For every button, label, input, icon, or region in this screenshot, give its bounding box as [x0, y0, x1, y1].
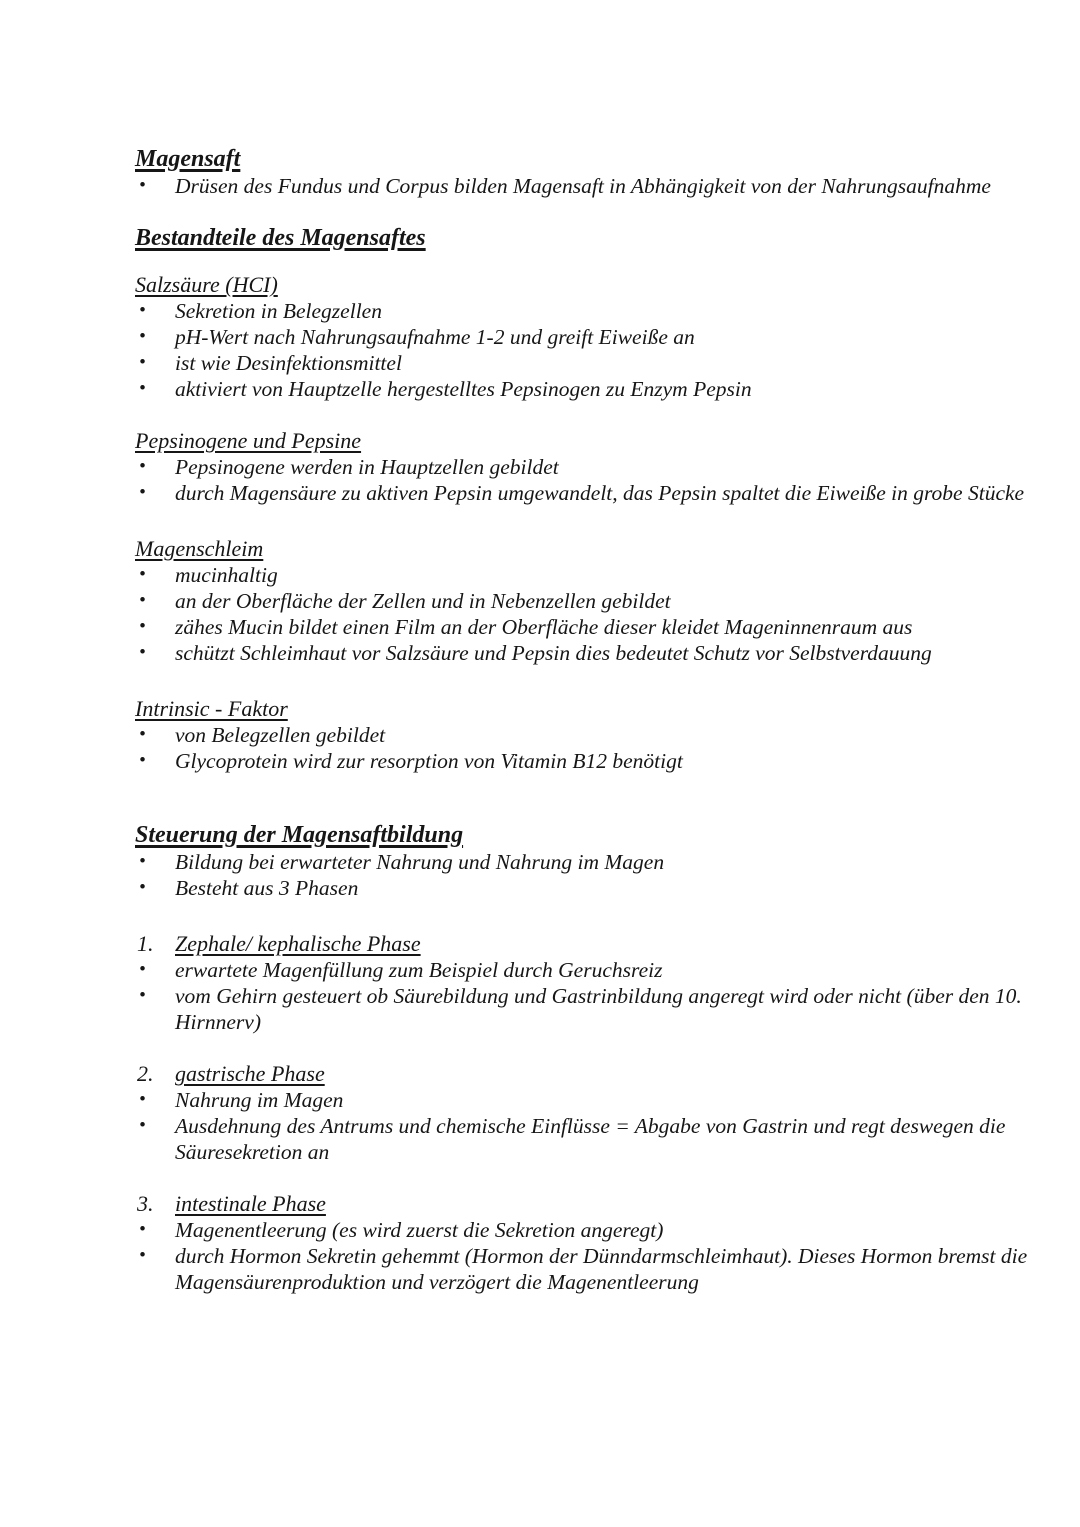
list-item: • durch Magensäure zu aktiven Pepsin umgewandelt, das Pepsin spaltet die Eiweiße in grobe Stücke: [135, 480, 1035, 506]
list-item: • von Belegzellen gebildet: [135, 722, 1035, 748]
list-item: • Ausdehnung des Antrums und chemische Einflüsse = Abgabe von Gastrin und regt deswegen die Säuresekretion an: [135, 1113, 1035, 1165]
list-item: • aktiviert von Hauptzelle hergestelltes Pepsinogen zu Enzym Pepsin: [135, 376, 1035, 402]
phase-3-number: 3.: [137, 1191, 154, 1216]
subheading-intrinsic-faktor: Intrinsic - Faktor: [135, 696, 288, 721]
list-item: • ist wie Desinfektionsmittel: [135, 350, 1035, 376]
list-item: • Besteht aus 3 Phasen: [135, 875, 1035, 901]
phase-2-list: [135, 1087, 1035, 1165]
list-item: • Glycoprotein wird zur resorption von Vitamin B12 benötigt: [135, 748, 1035, 774]
list-item: • Bildung bei erwarteter Nahrung und Nahrung im Magen: [135, 849, 1035, 875]
steuerung-list: [135, 849, 1035, 901]
heading-steuerung: Steuerung der Magensaftbildung: [135, 822, 464, 848]
list-item: • Magenentleerung (es wird zuerst die Sekretion angeregt): [135, 1217, 1035, 1243]
list-item: • Drüsen des Fundus und Corpus bilden Magensaft in Abhängigkeit von der Nahrungsaufnahme: [135, 173, 1035, 199]
magensaft-list: [135, 173, 1035, 199]
phase-2-heading: [135, 1061, 1035, 1087]
list-item: • mucinhaltig: [135, 562, 1035, 588]
heading-bestandteile: Bestandteile des Magensaftes: [135, 225, 426, 251]
list-item: • vom Gehirn gesteuert ob Säurebildung und Gastrinbildung angeregt wird oder nicht (über den 10. Hirnnerv): [135, 983, 1035, 1035]
phase-3-list: [135, 1217, 1035, 1295]
list-item: • Sekretion in Belegzellen: [135, 298, 1035, 324]
phase-2-title: gastrische Phase: [175, 1061, 325, 1086]
phase-3-title: intestinale Phase: [175, 1191, 326, 1216]
subheading-pepsinogene: Pepsinogene und Pepsine: [135, 428, 362, 453]
intrinsic-faktor-list: [135, 722, 1035, 774]
list-item: • an der Oberfläche der Zellen und in Nebenzellen gebildet: [135, 588, 1035, 614]
list-item: • schützt Schleimhaut vor Salzsäure und Pepsin dies bedeutet Schutz vor Selbstverdauung: [135, 640, 1035, 666]
list-item: • durch Hormon Sekretin gehemmt (Hormon der Dünndarmschleimhaut). Dieses Hormon bremst die Magensäurenproduktion und verzögert die Magenentleerung: [135, 1243, 1035, 1295]
list-item: • zähes Mucin bildet einen Film an der Oberfläche dieser kleidet Mageninnenraum aus: [135, 614, 1035, 640]
salzsaeure-list: [135, 298, 1035, 402]
phase-1-title: Zephale/ kephalische Phase: [175, 931, 421, 956]
list-item: • pH-Wert nach Nahrungsaufnahme 1-2 und greift Eiweiße an: [135, 324, 1035, 350]
pepsinogene-list: [135, 454, 1035, 506]
phase-1-heading: [135, 931, 1035, 957]
heading-magensaft: Magensaft: [135, 146, 241, 172]
phase-1-list: [135, 957, 1035, 1035]
subheading-magenschleim: Magenschleim: [135, 536, 264, 561]
magenschleim-list: [135, 562, 1035, 666]
list-item: • Pepsinogene werden in Hauptzellen gebildet: [135, 454, 1035, 480]
phase-3-heading: [135, 1191, 1035, 1217]
phase-2-number: 2.: [137, 1061, 154, 1086]
document-content: [135, 146, 1035, 1295]
list-item: • Nahrung im Magen: [135, 1087, 1035, 1113]
phase-1-number: 1.: [137, 931, 154, 956]
subheading-salzsaeure: Salzsäure (HCI): [135, 272, 278, 297]
list-item: • erwartete Magenfüllung zum Beispiel durch Geruchsreiz: [135, 957, 1035, 983]
